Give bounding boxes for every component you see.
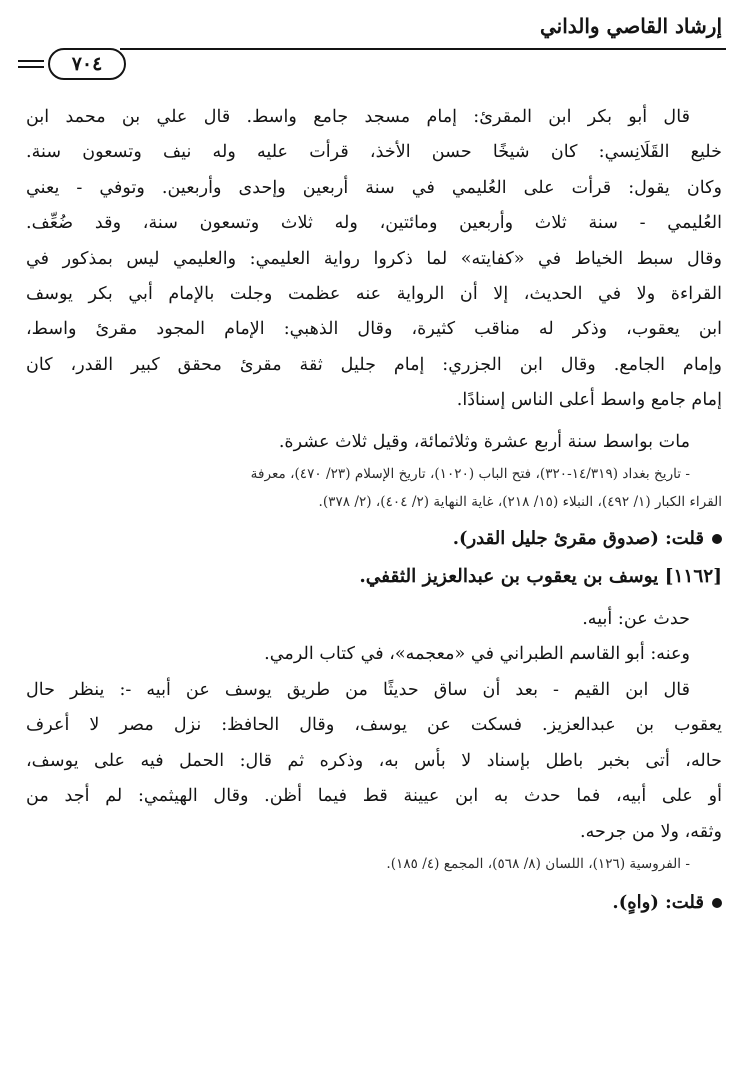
narrated-by: وعنه: أبو القاسم الطبراني في «معجمه»، في كتاب الرمي. xyxy=(264,644,690,665)
body-line: وثقه، ولا من جرحه. xyxy=(579,821,722,842)
running-title: إرشاد القاصي والداني xyxy=(539,14,722,38)
body-line: وإمام الجامع. وقال ابن الجزري: إمام جليل ثقة مقرئ محقق كبير القدر، كان xyxy=(26,354,722,375)
footnote-line: - الفروسية (١٢٦)، اللسان (٨/ ٥٦٨)، المجمع (٤/ ١٨٥). xyxy=(386,855,690,872)
footnote-line: - تاريخ بغداد (١٤/٣١٩-٣٢٠)، فتح الباب (١٠٢٠)، تاريخ الإسلام (٢٣/ ٤٧٠)، معرفة xyxy=(250,466,690,483)
header-rule xyxy=(120,48,726,50)
bullet-icon xyxy=(712,898,722,908)
footnote-line: القراء الكبار (١/ ٤٩٢)، النبلاء (١٥/ ٢١٨)، غاية النهاية (٢/ ٤٠٤)، (٢/ ٣٧٨). xyxy=(318,494,722,511)
entry-heading: [١١٦٢] يوسف بن يعقوب بن عبدالعزيز الثقفي. xyxy=(359,566,722,588)
body-line: خليع القَلَانِسي: كان شيخًا حسن الأخذ، قرأت عليه وله نيف وتسعون سنة. xyxy=(26,142,722,163)
body-line: وقال سبط الخياط في «كفايته» لما ذكروا رواية العليمي: والعليمي ليس بمذكور في xyxy=(26,248,722,269)
body-line: وكان يقول: قرأت على العُليمي في سنة أربعين وإحدى وأربعين. وتوفي - يعني xyxy=(26,177,722,198)
verdict xyxy=(26,520,722,558)
page-content xyxy=(26,100,722,922)
body-line: إمام جامع واسط أعلى الناس إسنادًا. xyxy=(456,390,722,411)
body-line: قال ابن القيم - بعد أن ساق حديثًا من طريق يوسف عن أبيه -: ينظر حال xyxy=(26,679,690,700)
bullet-icon xyxy=(712,534,722,544)
verdict-text: قلت: (صدوق مقرئ جليل القدر). xyxy=(452,528,704,550)
page-number-dash xyxy=(18,60,44,62)
body-line: أو على أبيه، فما حدث به ابن عيينة قط فيما أظن. وقال الهيثمي: لم أجد من xyxy=(26,786,722,807)
page-number-dash xyxy=(18,66,44,68)
death-line: مات بواسط سنة أربع عشرة وثلاثمائة، وقيل ثلاث عشرة. xyxy=(278,431,690,452)
verdict xyxy=(26,884,722,922)
body-line: ابن يعقوب، وذكر له مناقب كثيرة، وقال الذهبي: الإمام المجود مقرئ واسط، xyxy=(26,319,722,340)
body-line: يعقوب بن عبدالعزيز. فسكت عن يوسف، وقال الحافظ: نزل مصر لا أعرف xyxy=(26,715,722,736)
verdict-text: قلت: (واهٍ). xyxy=(612,891,704,913)
body-line: القراءة ولا في الحديث، إلا أن الرواية عنه عظمت وجلت بالإمام أبي بكر يوسف xyxy=(26,284,722,305)
body-line: العُليمي - سنة ثلاث وأربعين ومائتين، وله ثلاث وتسعون سنة، وقد ضُعِّف. xyxy=(26,213,722,234)
narrated-from: حدث عن: أبيه. xyxy=(582,609,690,630)
page-number: ٧٠٤ xyxy=(48,48,126,80)
body-line: حاله، أتى بخبر باطل بإسناد لا بأس به، وذكره ثم قال: الحمل فيه على يوسف، xyxy=(26,750,722,771)
body-line: قال أبو بكر ابن المقرئ: إمام مسجد جامع واسط. قال علي بن محمد ابن xyxy=(26,107,690,127)
